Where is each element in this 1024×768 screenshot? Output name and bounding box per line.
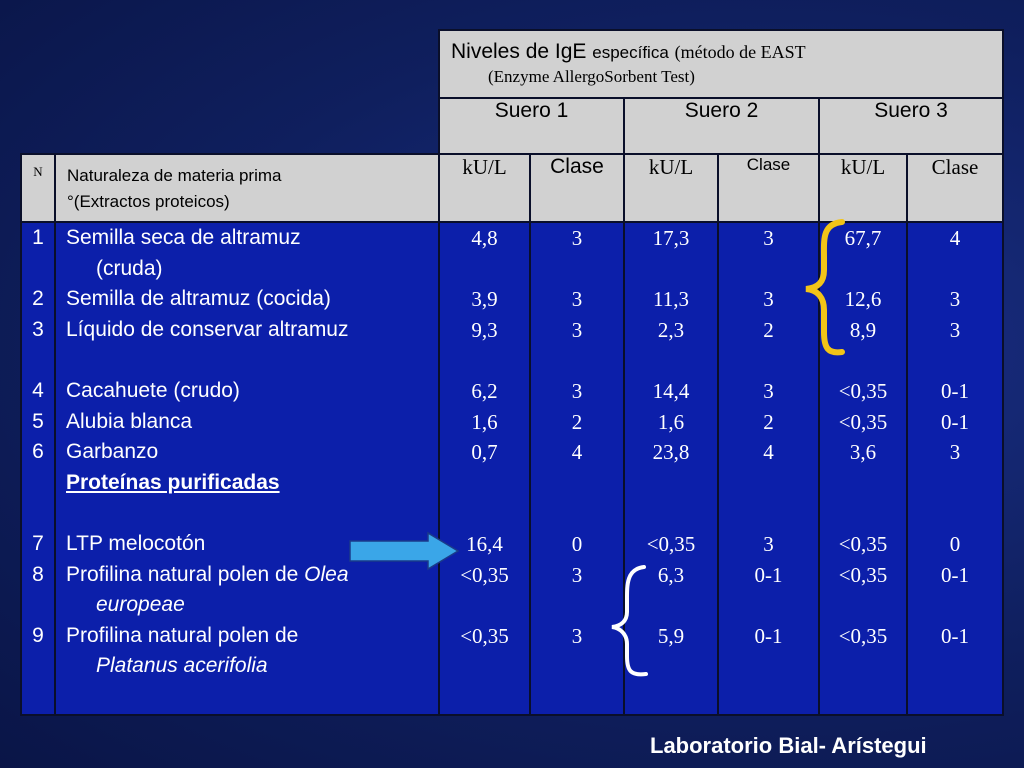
blank-cell (56, 345, 438, 376)
blank-cell (440, 590, 529, 621)
blank-cell (820, 254, 906, 285)
row-name (56, 284, 438, 315)
blank-cell (440, 254, 529, 285)
row-value-s2-cl: 2 (763, 409, 774, 434)
row-name (56, 407, 438, 438)
blank-cell (820, 345, 906, 376)
blank-cell (908, 590, 1002, 621)
row-value-s1-cl: 3 (571, 623, 583, 648)
row-value-s1-cl: 2 (571, 409, 583, 434)
row-number: 8 (32, 562, 44, 586)
row-name (56, 621, 438, 652)
row-name-text: Profilina natural polen de (66, 623, 299, 647)
blank-cell (820, 590, 906, 621)
row-name-text: Líquido de conservar altramuz (66, 317, 349, 341)
row-value-s1-ku: 1,6 (471, 409, 498, 434)
row-value-s2-ku: 6,3 (657, 562, 685, 587)
col-s3-class-body (907, 222, 1003, 715)
row-value-s1-cl: 3 (571, 287, 583, 312)
row-value-s2-cl: 3 (763, 531, 774, 556)
row-value-s1-cl: 0 (571, 531, 583, 556)
serum-3-header: Suero 3 (819, 98, 1003, 154)
col-n-body (21, 222, 55, 715)
blank-cell (625, 590, 717, 621)
row-number: 6 (32, 440, 44, 464)
blank-cell (440, 468, 529, 499)
blank-cell (908, 345, 1002, 376)
s3-class-header: Clase (907, 154, 1003, 222)
row-name (56, 223, 438, 254)
row-value-s3-cl: 0-1 (941, 378, 969, 403)
blank-cell (22, 345, 54, 376)
s1-class-header: Clase (530, 154, 624, 222)
row-name-text: Alubia blanca (66, 409, 193, 433)
row-value-s1-cl: 4 (571, 440, 583, 465)
col-nature-header (55, 154, 439, 222)
row-name-cont: (cruda) (96, 256, 163, 280)
row-value-s2-cl: 2 (763, 317, 774, 342)
col-name-body (55, 222, 439, 715)
row-name-text: LTP melocotón (66, 531, 206, 555)
row-name-text: Semilla seca de altramuz (66, 226, 301, 249)
row-value-s2-ku: 1,6 (657, 409, 685, 434)
row-value-s1-ku: 4,8 (471, 226, 498, 250)
blank-cell (531, 651, 623, 682)
blank-cell (719, 468, 818, 499)
row-number: 5 (32, 409, 44, 433)
row-value-s2-cl: 3 (763, 226, 774, 250)
row-name-cont: Platanus acerifolia (96, 654, 268, 678)
row-name (56, 376, 438, 407)
row-name-italic: Olea (304, 562, 349, 586)
row-value-s3-cl: 4 (949, 226, 961, 250)
row-number: 2 (32, 287, 44, 311)
row-value-s1-ku: 6,2 (471, 378, 498, 403)
row-value-s3-cl: 3 (949, 287, 961, 312)
col-s3-ku-body (819, 222, 907, 715)
s2-ku-header: kU/L (624, 154, 718, 222)
row-value-s1-ku: 16,4 (466, 531, 503, 556)
row-name-text: Semilla de altramuz (cocida) (66, 287, 331, 311)
row-name (56, 315, 438, 346)
row-name-cont: europeae (96, 593, 185, 617)
blank-cell (625, 468, 717, 499)
blank-cell (531, 345, 623, 376)
blank-cell (531, 590, 623, 621)
row-number: 4 (32, 378, 44, 402)
row-name-text: Profilina natural polen de (66, 562, 305, 586)
blank-cell (625, 498, 717, 529)
blank-cell (625, 651, 717, 682)
row-value-s1-ku: 3,9 (471, 287, 498, 312)
blank-cell (22, 498, 54, 529)
row-value-s3-cl: 0-1 (941, 562, 969, 587)
row-value-s1-cl: 3 (571, 562, 583, 587)
blank-cell (531, 498, 623, 529)
row-value-s3-ku: <0,35 (838, 378, 888, 403)
row-value-s3-cl: 3 (949, 317, 961, 342)
blank-cell (908, 651, 1002, 682)
blank-cell (719, 345, 818, 376)
row-name (56, 560, 438, 591)
row-value-s3-ku: <0,35 (838, 623, 888, 648)
row-value-s3-cl: 0-1 (941, 623, 969, 648)
row-value-s1-ku: 9,3 (471, 317, 498, 342)
title-method: (método de EAST (674, 42, 806, 62)
blank-cell (531, 254, 623, 285)
row-value-s3-ku: 3,6 (849, 440, 877, 465)
col-s1-ku-body (439, 222, 530, 715)
col-nature-line1: Naturaleza de materia prima (67, 166, 282, 185)
row-value-s3-ku: 67,7 (844, 226, 882, 250)
ige-title-header (439, 30, 1003, 98)
row-value-s3-ku: <0,35 (838, 409, 888, 434)
row-value-s3-cl: 0-1 (941, 409, 969, 434)
blank-cell (908, 468, 1002, 499)
row-value-s2-cl: 0-1 (754, 623, 783, 648)
serum-2-header: Suero 2 (624, 98, 819, 154)
row-name (56, 529, 438, 560)
row-value-s1-ku: <0,35 (460, 623, 509, 648)
row-value-s3-ku: 12,6 (844, 287, 882, 312)
blank-cell (719, 590, 818, 621)
row-number: 3 (32, 317, 44, 341)
row-value-s3-ku: <0,35 (838, 562, 888, 587)
blank-cell (22, 651, 54, 682)
section-heading: Proteínas purificadas (66, 470, 280, 494)
blank-cell (440, 498, 529, 529)
row-value-s2-ku: 11,3 (653, 287, 689, 312)
blank-cell (440, 345, 529, 376)
serum-1-header: Suero 1 (439, 98, 624, 154)
row-value-s1-cl: 3 (571, 378, 583, 403)
col-s1-class-body (530, 222, 624, 715)
row-number: 9 (32, 623, 44, 647)
blank-cell (22, 254, 54, 285)
blank-cell (719, 254, 818, 285)
blank-cell (719, 498, 818, 529)
row-number: 7 (32, 531, 44, 555)
footer-credit: Laboratorio Bial- Arístegui (650, 733, 927, 758)
row-value-s3-cl: 0 (949, 531, 961, 556)
s2-class-header: Clase (718, 154, 819, 222)
row-value-s2-ku: 23,8 (652, 440, 690, 465)
row-name-text: Cacahuete (crudo) (66, 378, 240, 402)
row-value-s2-ku: <0,35 (646, 531, 696, 556)
blank-cell (625, 254, 717, 285)
blank-cell (908, 254, 1002, 285)
blank-cell (440, 651, 529, 682)
title-small: específica (592, 43, 669, 62)
row-value-s2-ku: 2,3 (657, 317, 685, 342)
s1-ku-header: kU/L (439, 154, 530, 222)
col-s2-class-body (718, 222, 819, 715)
row-value-s1-ku: 0,7 (471, 440, 498, 465)
blank-cell (625, 345, 717, 376)
row-number: 1 (32, 226, 44, 249)
row-value-s2-cl: 3 (763, 378, 774, 403)
blank-cell (22, 468, 54, 499)
blank-cell (820, 651, 906, 682)
row-value-s1-ku: <0,35 (460, 562, 509, 587)
row-value-s3-ku: <0,35 (838, 531, 888, 556)
row-name-text: Garbanzo (66, 440, 159, 464)
blank-cell (820, 468, 906, 499)
title-bold: Niveles de IgE (451, 40, 587, 63)
blank-cell (719, 651, 818, 682)
col-nature-line2: °(Extractos proteicos) (67, 192, 230, 211)
row-name (56, 437, 438, 468)
col-s2-ku-body (624, 222, 718, 715)
row-value-s2-ku: 17,3 (652, 226, 690, 250)
row-value-s2-cl: 3 (763, 287, 774, 312)
col-n-header: N (21, 154, 55, 222)
row-value-s2-cl: 4 (763, 440, 774, 465)
row-value-s2-cl: 0-1 (754, 562, 783, 587)
row-value-s3-ku: 8,9 (849, 317, 877, 342)
row-value-s1-cl: 3 (571, 226, 583, 250)
blank-cell (22, 590, 54, 621)
row-value-s1-cl: 3 (571, 317, 583, 342)
s3-ku-header: kU/L (819, 154, 907, 222)
title-line2: (Enzyme AllergoSorbent Test) (488, 67, 695, 86)
ige-table (20, 29, 1004, 716)
blank-cell (820, 498, 906, 529)
row-value-s2-ku: 5,9 (657, 623, 685, 648)
blank-cell (56, 498, 438, 529)
row-value-s2-ku: 14,4 (652, 378, 690, 403)
blank-cell (908, 498, 1002, 529)
blank-cell (531, 468, 623, 499)
row-value-s3-cl: 3 (949, 440, 961, 465)
